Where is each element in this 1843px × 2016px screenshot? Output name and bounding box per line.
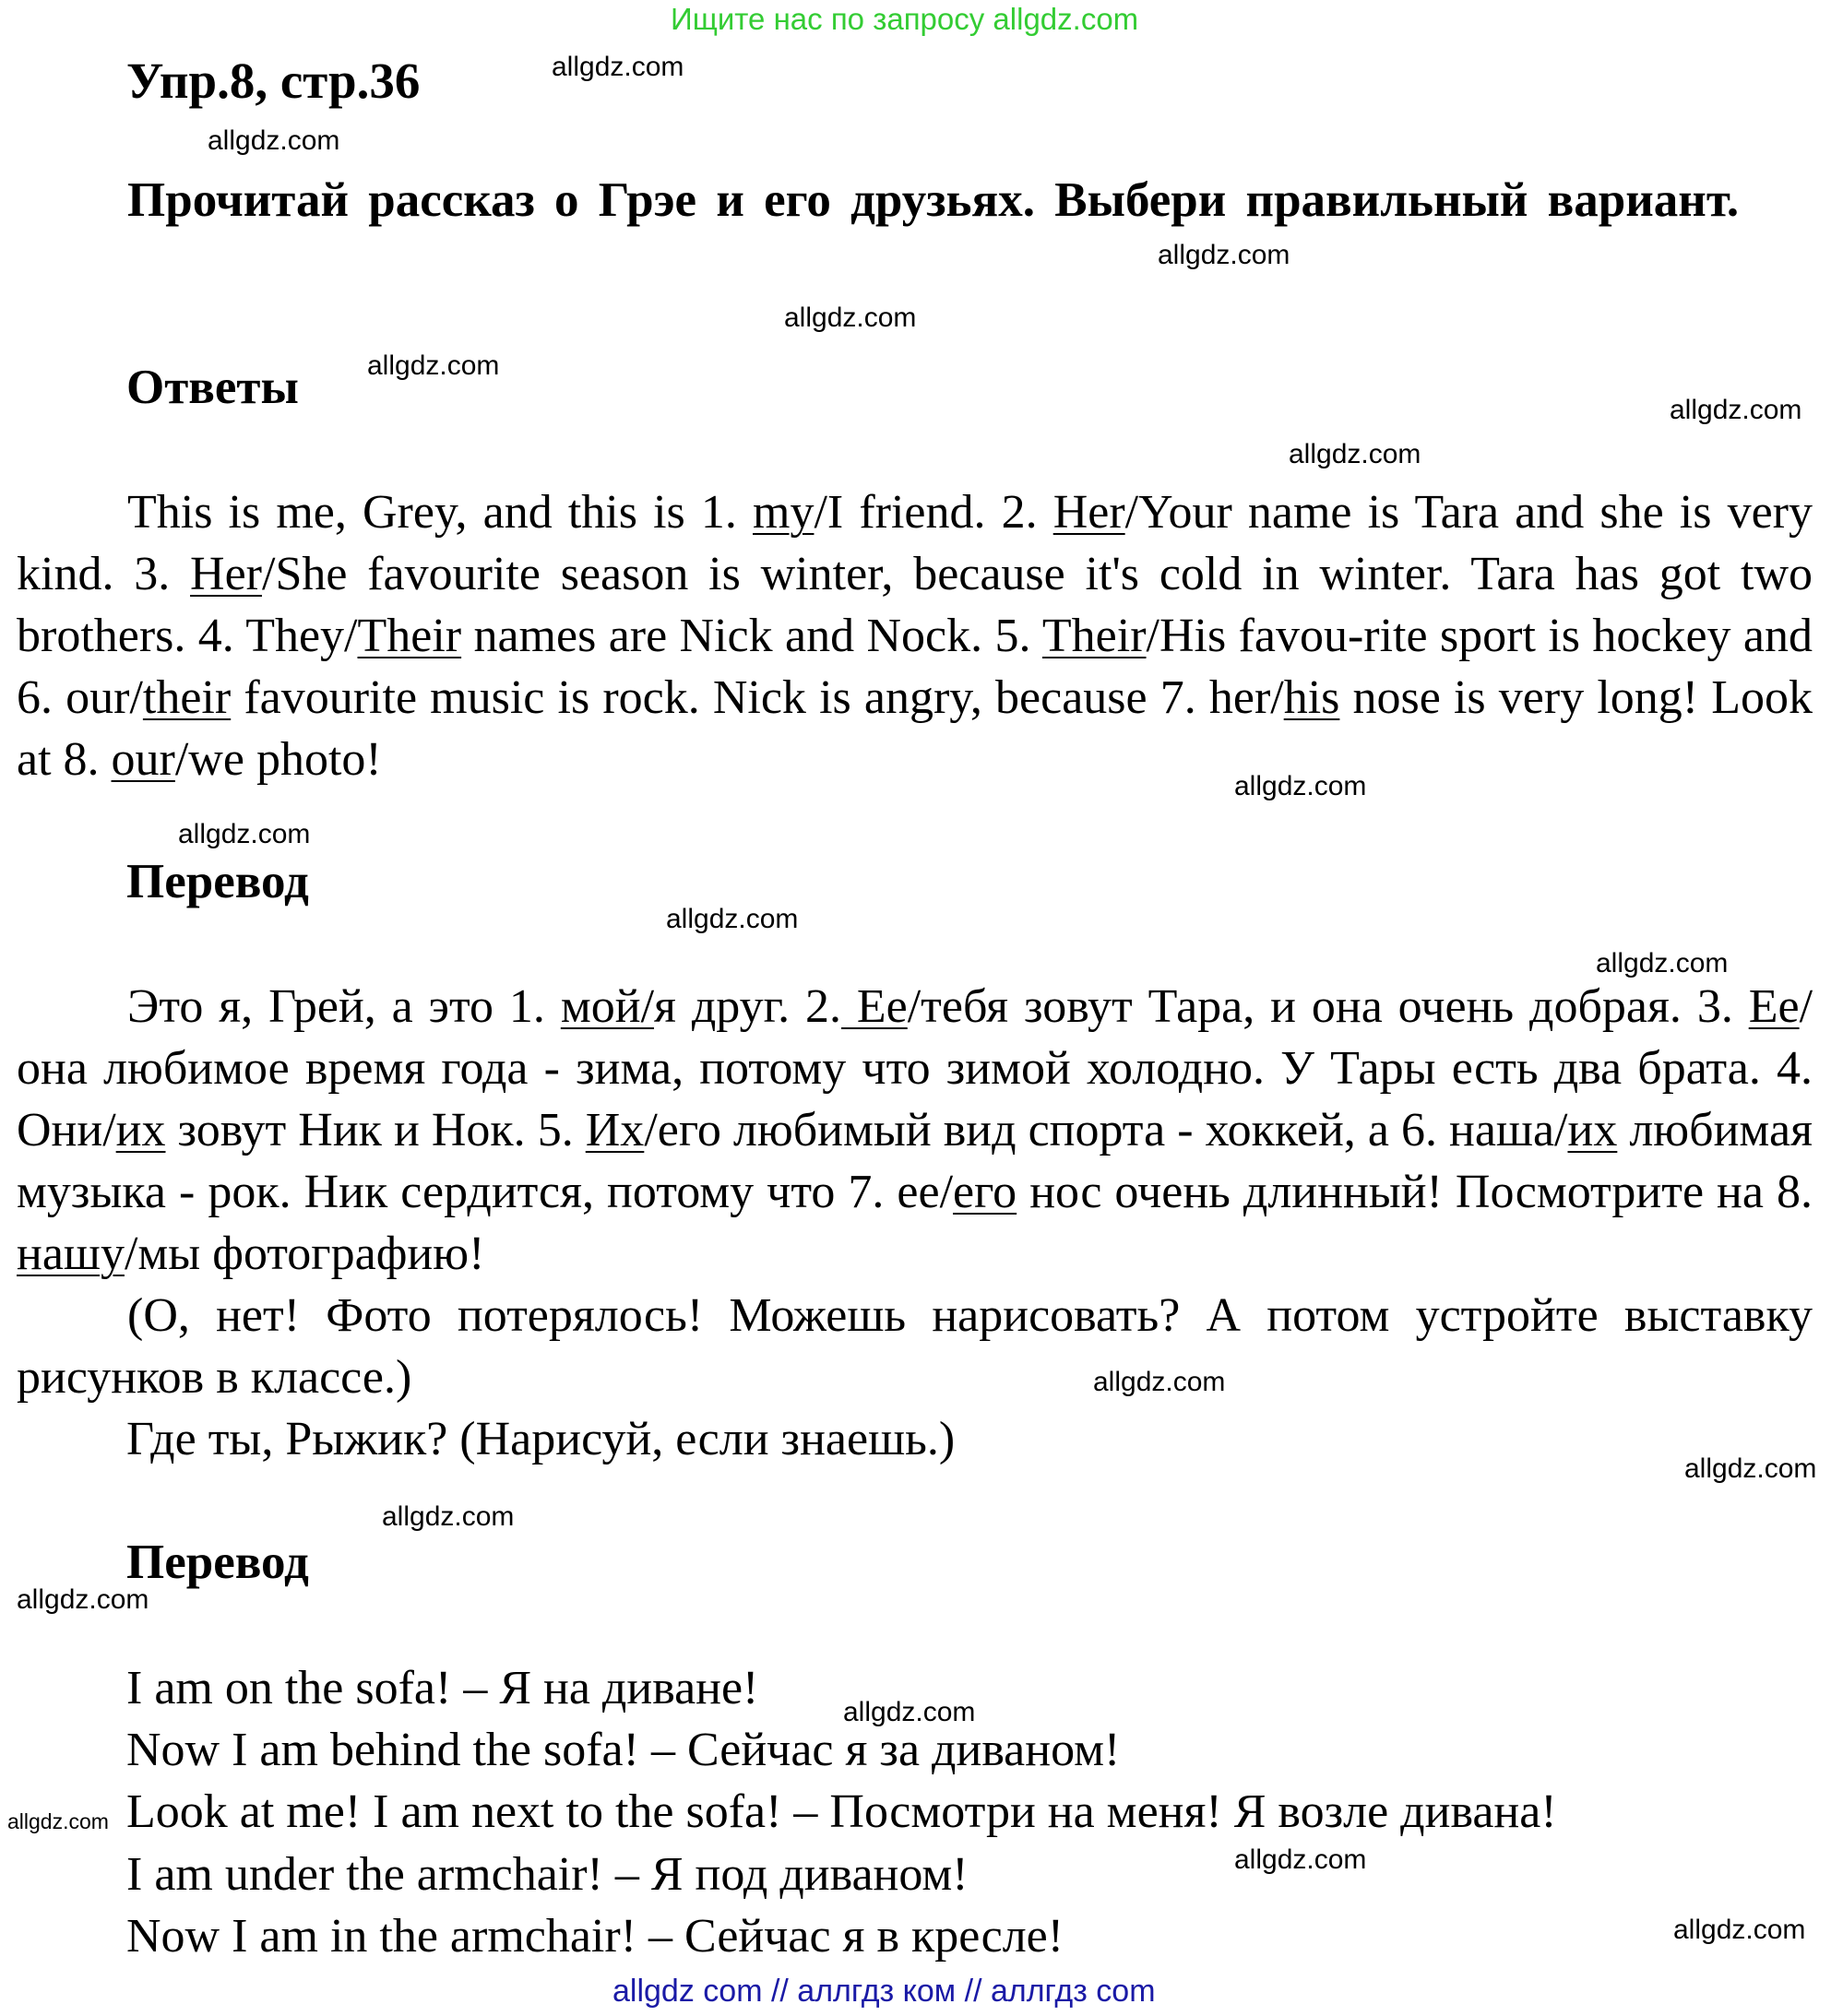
poem-line: Now I am in the armchair! – Сейчас я в кресле! [126, 1910, 1064, 1963]
site-banner: Ищите нас по запросу allgdz.com [671, 2, 1139, 36]
poem-line: I am under the armchair! – Я под диваном! [126, 1848, 969, 1901]
translation-paragraph-3: Где ты, Рыжик? (Нарисуй, если знаешь.) [126, 1413, 956, 1465]
translation-heading-2: Перевод [126, 1536, 309, 1589]
watermark: allgdz.com [1234, 1844, 1367, 1875]
watermark: allgdz.com [1673, 1915, 1806, 1945]
translation-answer-4: их [115, 1104, 166, 1156]
watermark: allgdz.com [367, 350, 500, 381]
watermark: allgdz.com [7, 1809, 109, 1833]
watermark: allgdz.com [1093, 1367, 1226, 1397]
answer-7: his [1283, 671, 1340, 724]
translation-paragraph-1: Это я, Грей, а это 1. мой/я друг. 2. Ее/тебя зовут Тара, и она очень добрая. 3. Ее/она любимое время года - зима, потому что зимой холодно. У Тары есть два брата. 4. Они/их зовут Ник и Нок. 5. Их/его любимый вид спорта - хоккей, а 6. наша/их любимая музыка - рок. Ник сердится, потому что 7. ее/его нос очень длинный! Посмотрите на 8. нашу/мы фотографию! [17, 980, 1813, 1280]
watermark: allgdz.com [178, 819, 311, 849]
answer-6: their [142, 671, 232, 724]
watermark: allgdz.com [1684, 1453, 1817, 1484]
answers-heading: Ответы [126, 361, 299, 414]
watermark: allgdz.com [208, 125, 340, 156]
translation-paragraph-2: (О, нет! Фото потерялось! Можешь нарисовать? А потом устройте выставку рисунков в классе.) [17, 1289, 1813, 1404]
watermark: allgdz.com [1670, 395, 1802, 425]
translation-answer-3: Ее [1748, 980, 1800, 1033]
answer-3: Her [190, 548, 262, 600]
translation-answer-6: их [1567, 1104, 1618, 1156]
watermark: allgdz.com [552, 52, 684, 82]
answers-paragraph: This is me, Grey, and this is 1. my/I friend. 2. Her/Your name is Tara and she is very kind. 3. Her/She favourite season is winter, because it's cold in winter. Tara has got two brothers. 4. They/Their names are Nick and Nock. 5. Their/His favou-rite sport is hockey and 6. our/their favourite music is rock. Nick is angry, because 7. her/his nose is very long! Look at 8. our/we photo! [17, 486, 1813, 786]
answer-5: Their [1041, 610, 1147, 662]
answer-8: our [111, 733, 175, 786]
watermark: allgdz.com [666, 904, 799, 934]
translation-heading-1: Перевод [126, 855, 309, 908]
watermark: allgdz.com [1158, 240, 1290, 270]
watermark: allgdz.com [17, 1584, 149, 1615]
watermark: allgdz.com [1596, 948, 1729, 978]
watermark: allgdz.com [784, 302, 917, 333]
watermark: allgdz.com [843, 1697, 976, 1727]
watermark: allgdz.com [382, 1501, 515, 1532]
poem-line: I am on the sofa! – Я на диване! [126, 1662, 759, 1714]
translation-answer-1: мой/ [560, 980, 655, 1033]
site-footer: allgdz com // аллгдз ком // аллгдз com [612, 1974, 1156, 2009]
translation-answer-7: его [953, 1166, 1017, 1218]
watermark: allgdz.com [1289, 439, 1421, 469]
watermark: allgdz.com [1234, 771, 1367, 801]
translation-answer-2: Ее [840, 980, 908, 1033]
task-instruction: Прочитай рассказ о Грэе и его друзьях. Выбери правильный вариант. [127, 173, 1740, 227]
poem-line: Now I am behind the sofa! – Сейчас я за диваном! [126, 1724, 1121, 1776]
answer-2: Her [1052, 486, 1125, 539]
exercise-title: Упр.8, стр.36 [126, 53, 421, 109]
poem-line: Look at me! I am next to the sofa! – Посмотри на меня! Я возле дивана! [126, 1785, 1557, 1838]
answer-4: Their [357, 610, 462, 662]
translation-answer-8: нашу [17, 1227, 125, 1280]
answer-1: my [753, 486, 814, 539]
translation-answer-5: Их [585, 1104, 645, 1156]
